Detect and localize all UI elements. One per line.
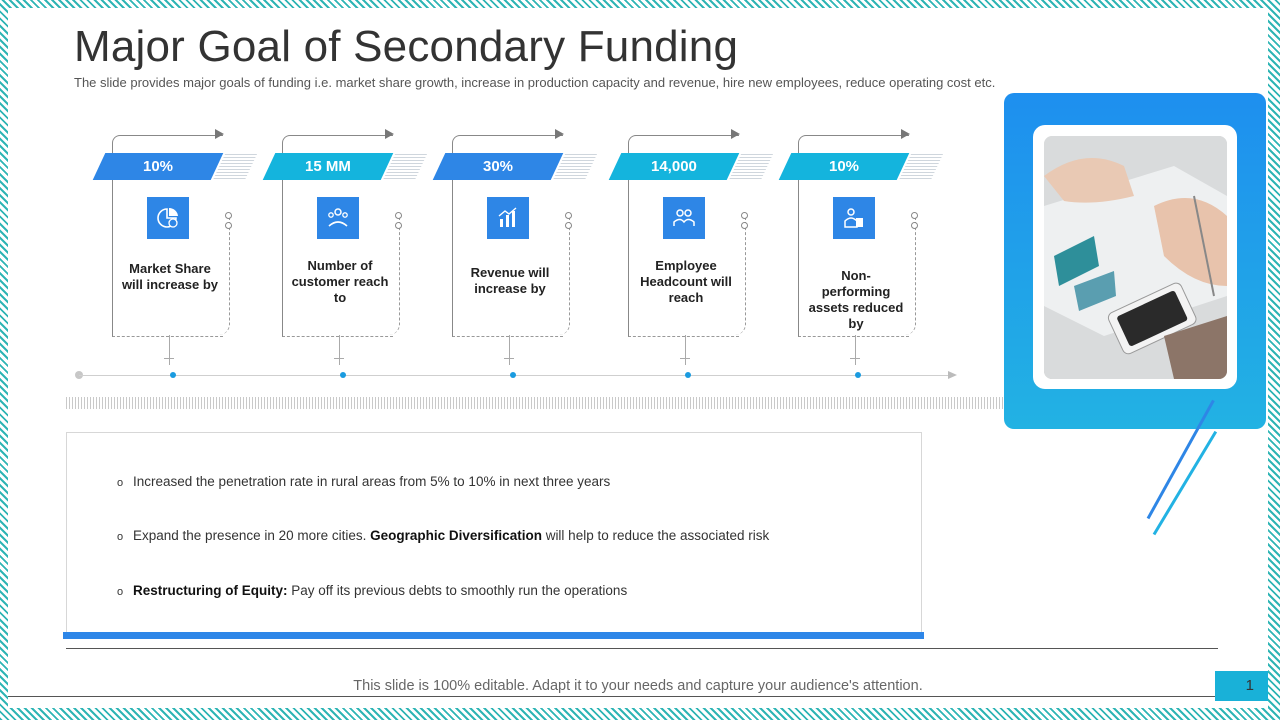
customers-icon: [317, 197, 359, 239]
accent-bar: [63, 632, 924, 639]
page-title: Major Goal of Secondary Funding: [74, 22, 739, 71]
employees-icon: [663, 197, 705, 239]
assets-icon: [833, 197, 875, 239]
timeline-arrow-icon: [948, 371, 957, 379]
hatched-divider: [66, 397, 1006, 409]
goal-label: Market Share will increase by: [121, 261, 219, 292]
timeline-dot: [685, 372, 691, 378]
bullet-item: o Expand the presence in 20 more cities. Geographic Diversification will help to reduce the associated risk: [117, 528, 770, 543]
timeline-dot: [340, 372, 346, 378]
timeline-dot: [510, 372, 516, 378]
goal-card-customers: [277, 123, 427, 353]
revenue-growth-icon: [487, 197, 529, 239]
goal-label: Revenue will increase by: [470, 265, 550, 296]
goal-label: Non-performing assets reduced by: [808, 268, 904, 331]
page-subtitle: The slide provides major goals of funding i.e. market share growth, increase in production capacity and revenue, hire new employees, reduce operating cost etc.: [74, 75, 996, 90]
goal-label: Employee Headcount will reach: [640, 258, 732, 305]
goal-label: Number of customer reach to: [291, 258, 389, 305]
page-number: 1: [1215, 671, 1268, 701]
goal-card-assets: [793, 123, 943, 353]
divider-line: [66, 648, 1218, 649]
goal-value-badge: 30%: [433, 153, 564, 180]
slide: [8, 8, 1268, 708]
goal-card-market-share: [107, 123, 257, 353]
bullet-item: o Increased the penetration rate in rural areas from 5% to 10% in next three years: [117, 474, 611, 489]
footer-line: [8, 696, 1216, 697]
timeline-dot: [855, 372, 861, 378]
goal-value-badge: 10%: [93, 153, 224, 180]
goal-card-headcount: [623, 123, 773, 353]
goal-card-revenue: [447, 123, 597, 353]
bullet-item: o Restructuring of Equity: Pay off its previous debts to smoothly run the operations: [117, 583, 628, 598]
footer-note: This slide is 100% editable. Adapt it to your needs and capture your audience's attention.: [353, 678, 923, 694]
goal-value-badge: 15 MM: [263, 153, 394, 180]
goal-value-badge: 14,000: [609, 153, 740, 180]
business-photo: [1044, 136, 1227, 379]
goal-value-badge: 10%: [779, 153, 910, 180]
bullet-panel: [66, 432, 922, 639]
pie-chart-dollar-icon: [147, 197, 189, 239]
timeline-dot: [170, 372, 176, 378]
